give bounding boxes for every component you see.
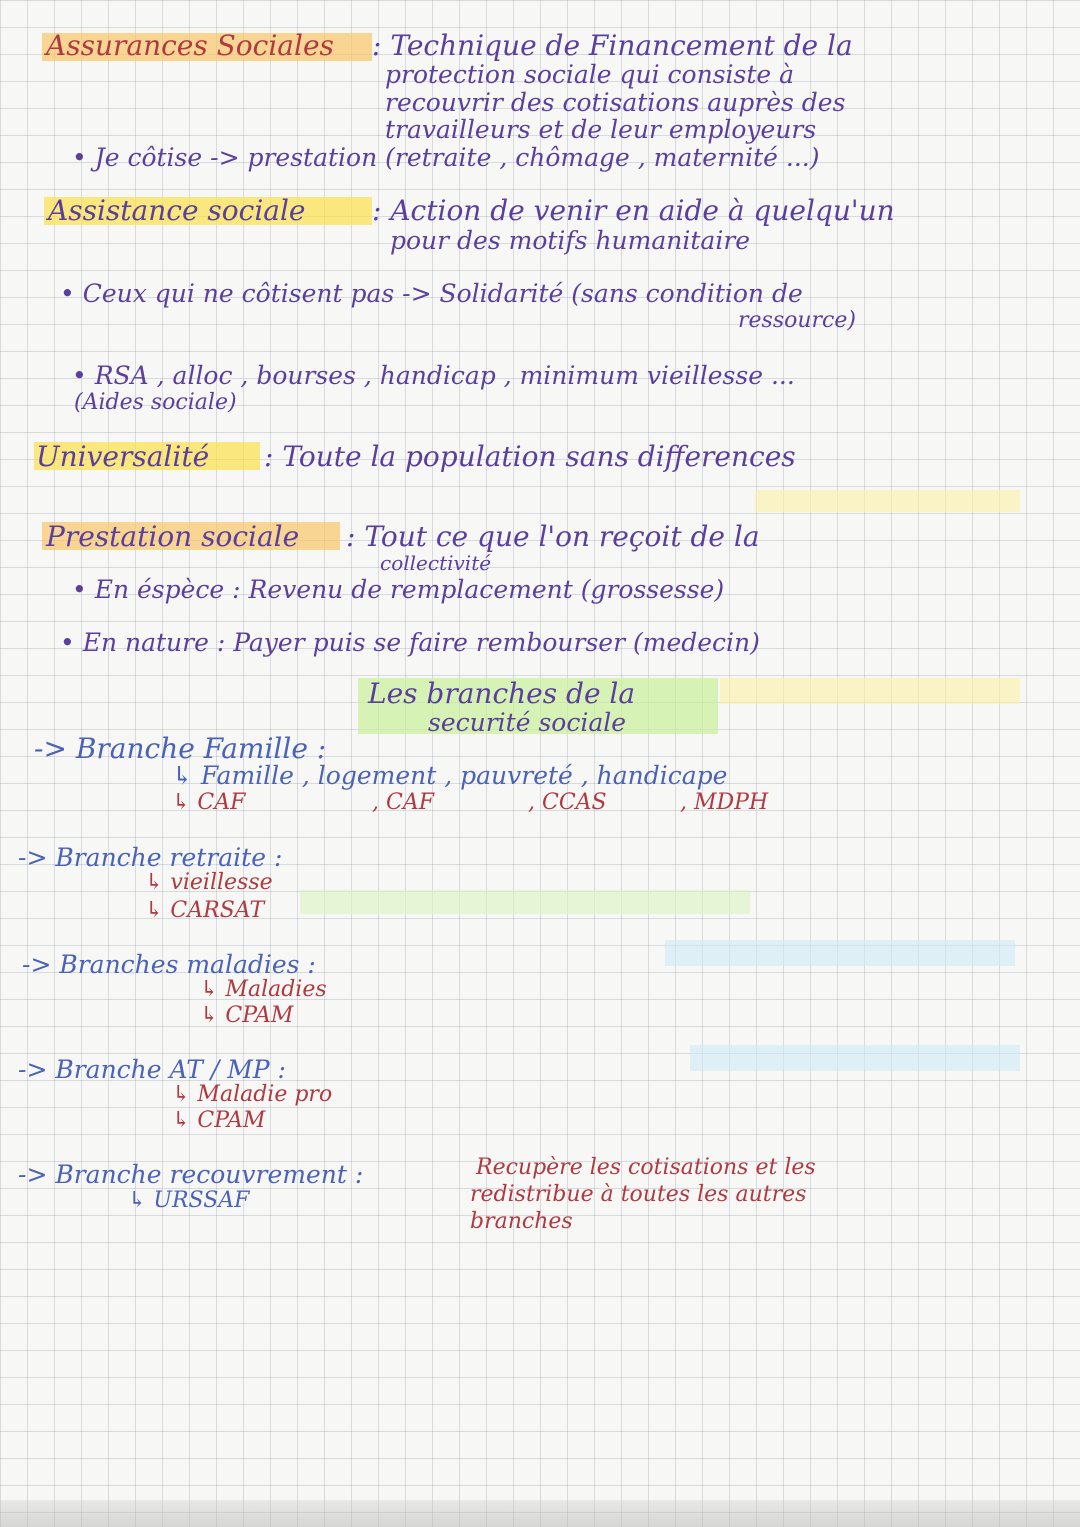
branche-recouvrement-sub1: ↳ URSSAF: [128, 1188, 250, 1213]
universalite-term: Universalité: [36, 440, 210, 473]
branche-retraite-title: -> Branche retraite :: [18, 843, 283, 872]
assistance-def-line1: : Action de venir en aide à quelqu'un: [372, 194, 895, 227]
assurances-def-line4: travailleurs et de leur employeurs: [385, 115, 817, 144]
branches-title-line2: securité sociale: [428, 708, 627, 737]
branche-famille-caf: ↳ CAF: [172, 790, 246, 815]
branche-famille-sub1: ↳ Famille , logement , pauvreté , handicape: [172, 761, 728, 790]
branche-recouvrement-desc-line2: redistribue à toutes les autres: [470, 1182, 807, 1207]
assurances-def-line2: protection sociale qui consiste à: [385, 60, 795, 89]
branche-maladies-title: -> Branches maladies :: [22, 950, 316, 979]
universalite-def: : Toute la population sans differences: [264, 440, 796, 473]
highlight-retraite: [300, 890, 750, 914]
assistance-bullet1-line2: ressource): [738, 308, 856, 333]
assurances-def-line1: : Technique de Financement de la: [372, 29, 853, 62]
branche-maladies-sub1: ↳ Maladies: [200, 977, 327, 1002]
prestation-term: Prestation sociale: [46, 520, 300, 553]
prestation-def-line1: : Tout ce que l'on reçoit de la: [346, 520, 760, 553]
branche-atmp-sub2: ↳ CPAM: [172, 1108, 266, 1133]
assistance-bullet1-line1: • Ceux qui ne côtisent pas -> Solidarité (sans condition de: [60, 279, 803, 308]
branche-famille-title: -> Branche Famille :: [34, 732, 327, 765]
assistance-def-line2: pour des motifs humanitaire: [390, 226, 751, 255]
branche-famille-caf-2: , CAF: [372, 790, 434, 815]
branches-title-line1: Les branches de la: [368, 677, 636, 710]
branche-famille-ccas: , CCAS: [528, 790, 607, 815]
prestation-def-line2: collectivité: [380, 551, 492, 575]
page-bottom-edge: [0, 1500, 1080, 1527]
assistance-bullet2-line1: • RSA , alloc , bourses , handicap , minimum vieillesse ...: [72, 361, 795, 390]
assurances-term: Assurances Sociales: [46, 29, 334, 62]
prestation-espece: • En éspèce : Revenu de remplacement (grossesse): [72, 575, 725, 604]
branche-recouvrement-desc-line3: branches: [470, 1209, 573, 1234]
branche-maladies-sub2: ↳ CPAM: [200, 1003, 294, 1028]
highlight-blank-yellow: [755, 490, 1020, 512]
branche-retraite-sub1: ↳ vieillesse: [145, 870, 273, 895]
branche-famille-mdph: , MDPH: [680, 790, 769, 815]
highlight-maladies: [665, 940, 1015, 966]
highlight-atmp: [690, 1045, 1020, 1071]
branche-retraite-sub2: ↳ CARSAT: [145, 898, 265, 923]
branche-atmp-title: -> Branche AT / MP :: [18, 1055, 286, 1084]
assurances-def-line3: recouvrir des cotisations auprès des: [385, 88, 846, 117]
highlight-blank-yellow-2: [720, 678, 1020, 704]
branche-atmp-sub1: ↳ Maladie pro: [172, 1082, 333, 1107]
branche-recouvrement-title: -> Branche recouvrement :: [18, 1160, 364, 1189]
assistance-bullet2-line2: (Aides sociale): [74, 390, 237, 415]
branche-recouvrement-desc-line1: Recupère les cotisations et les: [476, 1155, 816, 1180]
assistance-term: Assistance sociale: [48, 194, 306, 227]
prestation-nature: • En nature : Payer puis se faire rembourser (medecin): [60, 628, 760, 657]
assurances-bullet: • Je côtise -> prestation (retraite , chômage , maternité ...): [72, 143, 820, 172]
